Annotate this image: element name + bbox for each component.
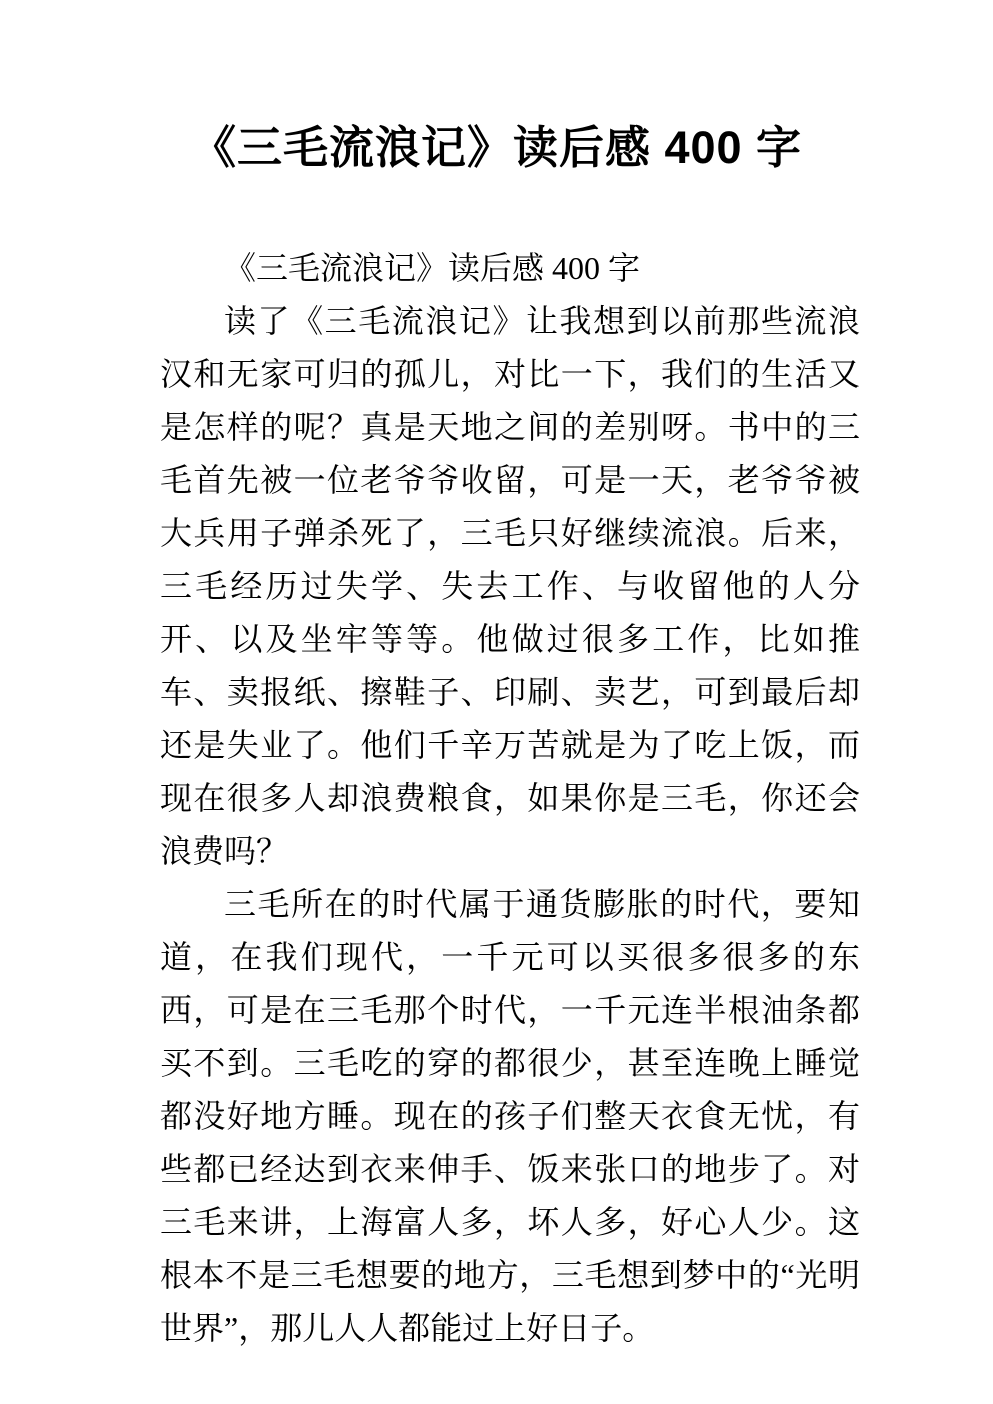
body-paragraph-heading: 《三毛流浪记》读后感 400 字 bbox=[224, 250, 641, 286]
page-title: 《三毛流浪记》读后感 400 字 bbox=[190, 122, 803, 173]
document-body bbox=[160, 242, 860, 1355]
body-paragraph: 读了《三毛流浪记》让我想到以前那些流浪汉和无家可归的孤儿，对比一下，我们的生活又是怎样的呢？真是天地之间的差别呀。书中的三毛首先被一位老爷爷收留，可是一天，老爷爷被大兵用子弹杀死了，三毛只好继续流浪。后来，三毛经历过失学、失去工作、与收留他的人分开、以及坐牢等等。他做过很多工作，比如推车、卖报纸、擦鞋子、印刷、卖艺，可到最后却还是失业了。他们千辛万苦就是为了吃上饭，而现在很多人却浪费粮食，如果你是三毛，你还会浪费吗？ bbox=[160, 303, 860, 869]
body-paragraph: 三毛所在的时代属于通货膨胀的时代，要知道，在我们现代，一千元可以买很多很多的东西，可是在三毛那个时代，一千元连半根油条都买不到。三毛吃的穿的都很少，甚至连晚上睡觉都没好地方睡。现在的孩子们整天衣食无忧，有些都已经达到衣来伸手、饭来张口的地步了。对三毛来讲，上海富人多，坏人多，好心人少。这根本不是三毛想要的地方，三毛想到梦中的“光明世界”，那儿人人都能过上好日子。 bbox=[160, 886, 860, 1346]
